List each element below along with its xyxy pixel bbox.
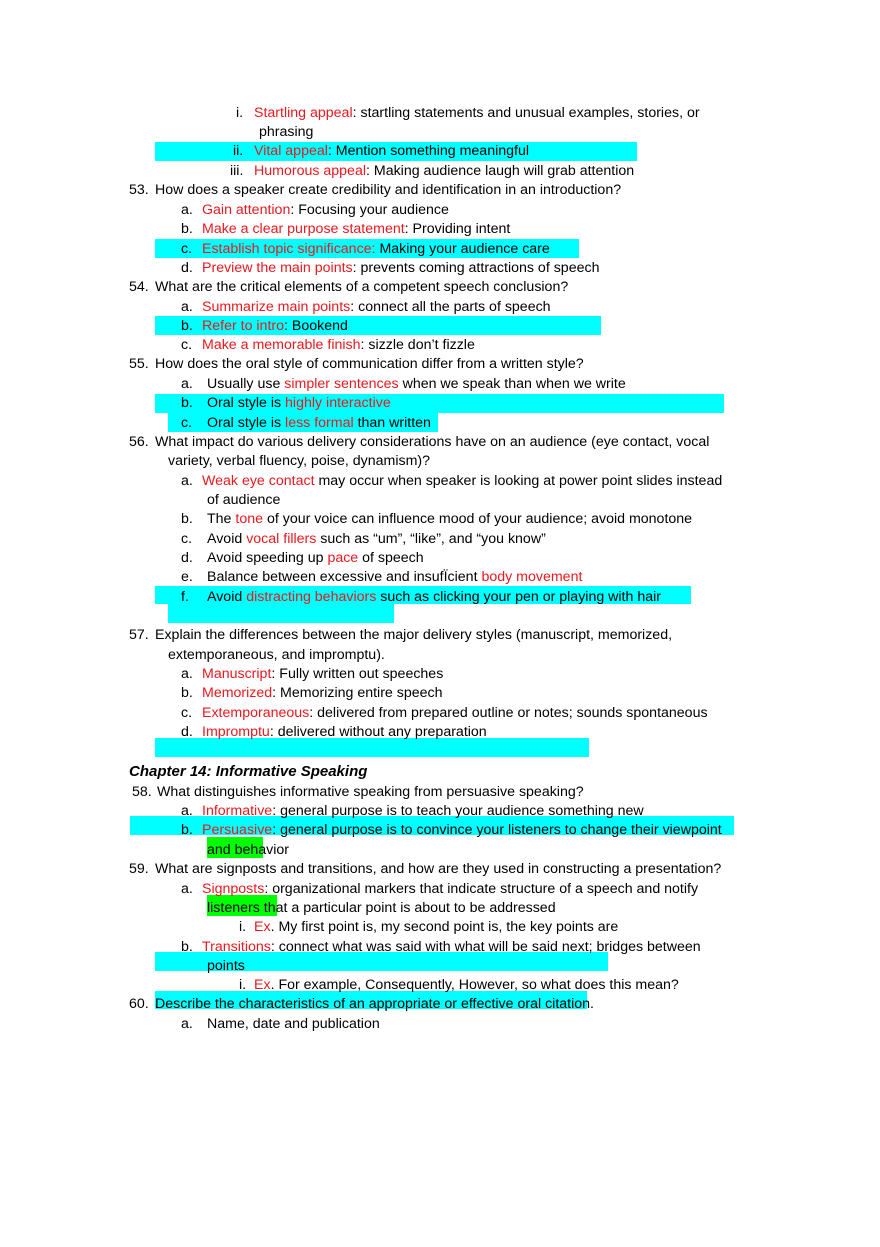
text: may occur when speaker is looking at power point slides instead — [314, 473, 723, 489]
term: Signposts — [202, 881, 265, 897]
term: Weak eye contact — [202, 473, 315, 489]
list-number: b. — [181, 395, 193, 411]
list-number: b. — [181, 685, 193, 701]
text: points — [207, 958, 245, 974]
text: What impact do various delivery considerations have on an audience (eye contact, vocal — [155, 434, 710, 450]
term: pace — [327, 550, 359, 566]
list-number: a. — [181, 299, 193, 315]
term: highly interactive — [285, 395, 391, 411]
text: The — [207, 511, 236, 527]
text: Avoid — [207, 589, 247, 605]
term: Vital appeal — [254, 143, 328, 159]
term: Make a clear purpose statement — [202, 221, 405, 237]
list-number: f. — [181, 589, 189, 605]
term: Impromptu — [202, 724, 270, 740]
text: . My first point is, my second point is, the key points are — [270, 919, 619, 935]
text: : startling statements and unusual examples, stories, or — [352, 105, 700, 121]
list-number: a. — [181, 473, 193, 489]
list-number: i. — [239, 919, 247, 935]
text: : delivered without any preparation — [269, 724, 487, 740]
text: Avoid speeding up — [207, 550, 328, 566]
list-number: i. — [239, 977, 247, 993]
list-number: c. — [181, 241, 193, 257]
text: : Mention something meaningful — [327, 143, 529, 159]
term: Establish topic significance: — [202, 241, 376, 257]
list-number: a. — [181, 202, 193, 218]
text: Oral style is — [207, 415, 286, 431]
term: Extemporaneous — [202, 705, 310, 721]
text: : Bookend — [284, 318, 348, 334]
term: vocal fillers — [246, 531, 317, 547]
term: Humorous appeal — [254, 163, 366, 179]
text: : Providing intent — [404, 221, 511, 237]
term: less formal — [285, 415, 354, 431]
text: of audience — [207, 492, 281, 508]
text: : prevents coming attractions of speech — [352, 260, 600, 276]
list-number: a. — [181, 881, 193, 897]
list-number: 53. — [129, 182, 149, 198]
text: : organizational markers that indicate structure of a speech and notify — [264, 881, 699, 897]
text: Oral style is — [207, 395, 286, 411]
term: body movement — [481, 569, 583, 585]
list-number: b. — [181, 822, 193, 838]
list-number: iii. — [230, 163, 244, 179]
text: than written — [353, 415, 431, 431]
text: : delivered from prepared outline or notes; sounds spontaneous — [309, 705, 708, 721]
text: Explain the differences between the major delivery styles (manuscript, memorized, — [155, 627, 673, 643]
term: tone — [235, 511, 264, 527]
list-number: 54. — [129, 279, 149, 295]
text: : connect all the parts of speech — [350, 299, 551, 315]
text: : Focusing your audience — [290, 202, 449, 218]
term: Gain attention — [202, 202, 291, 218]
text: such as “um”, “like”, and “you know” — [316, 531, 546, 547]
term: simpler sentences — [284, 376, 399, 392]
text: : Memorizing entire speech — [272, 685, 443, 701]
list-number: 57. — [129, 627, 149, 643]
text: extemporaneous, and impromptu). — [168, 647, 385, 663]
list-number: a. — [181, 376, 193, 392]
list-number: d. — [181, 724, 193, 740]
list-number: b. — [181, 939, 193, 955]
list-number: i. — [236, 105, 244, 121]
list-number: d. — [181, 260, 193, 276]
term: Transitions — [202, 939, 271, 955]
list-number: 56. — [129, 434, 149, 450]
text: How does the oral style of communication differ from a written style? — [155, 356, 584, 372]
term: Summarize main points — [202, 299, 351, 315]
text: such as clicking your pen or playing with hair — [376, 589, 661, 605]
text: Avoid — [207, 531, 247, 547]
term: Manuscript — [202, 666, 272, 682]
text: : Fully written out speeches — [271, 666, 444, 682]
text: Usually use — [207, 376, 285, 392]
list-number: c. — [181, 705, 193, 721]
list-number: a. — [181, 803, 193, 819]
text: : Making audience laugh will grab attention — [366, 163, 635, 179]
text: Describe the characteristics of an appropriate or effective oral citation. — [155, 996, 594, 1012]
list-number: e. — [181, 569, 193, 585]
list-number: 55. — [129, 356, 149, 372]
heading-text: Chapter 14: Informative Speaking — [129, 763, 368, 780]
list-number: b. — [181, 511, 193, 527]
term: distracting behaviors — [246, 589, 377, 605]
term: Informative — [202, 803, 273, 819]
text: . For example, Consequently, However, so what does this mean? — [270, 977, 679, 993]
term: Preview the main points — [202, 260, 353, 276]
text: Balance between excessive and insufÏcient — [207, 569, 482, 585]
list-number: ii. — [233, 143, 244, 159]
list-number: 59. — [129, 861, 149, 877]
list-number: c. — [181, 337, 193, 353]
term: Persuasive — [202, 822, 273, 838]
term: Startling appeal — [254, 105, 353, 121]
list-number: c. — [181, 531, 193, 547]
text: What are the critical elements of a competent speech conclusion? — [155, 279, 569, 295]
list-number: 58. — [132, 784, 152, 800]
term: Make a memorable finish — [202, 337, 361, 353]
term: Ex — [254, 919, 271, 935]
text: : sizzle don’t fizzle — [360, 337, 475, 353]
text: : connect what was said with what will be said next; bridges between — [270, 939, 701, 955]
text: of speech — [358, 550, 424, 566]
term: Ex — [254, 977, 271, 993]
list-number: 60. — [129, 996, 149, 1012]
text: phrasing — [259, 124, 314, 140]
text: when we speak than when we write — [398, 376, 626, 392]
text: Making your audience care — [375, 241, 550, 257]
list-number: b. — [181, 221, 193, 237]
list-number: b. — [181, 318, 193, 334]
text: Name, date and publication — [207, 1016, 380, 1032]
list-number: c. — [181, 415, 193, 431]
text: of your voice can influence mood of your audience; avoid monotone — [263, 511, 693, 527]
text: : general purpose is to teach your audience something new — [272, 803, 644, 819]
list-number: a. — [181, 666, 193, 682]
text: What are signposts and transitions, and how are they used in constructing a presentation? — [155, 861, 722, 877]
text: listeners that a particular point is about to be addressed — [207, 900, 556, 916]
text: and behavior — [207, 842, 290, 858]
text: How does a speaker create credibility and identification in an introduction? — [155, 182, 622, 198]
text: variety, verbal fluency, poise, dynamism)? — [168, 453, 431, 469]
list-number: a. — [181, 1016, 193, 1032]
term: Refer to intro — [202, 318, 285, 334]
term: Memorized — [202, 685, 273, 701]
text: What distinguishes informative speaking from persuasive speaking? — [157, 784, 584, 800]
list-number: d. — [181, 550, 193, 566]
text: : general purpose is to convince your listeners to change their viewpoint — [272, 822, 722, 838]
